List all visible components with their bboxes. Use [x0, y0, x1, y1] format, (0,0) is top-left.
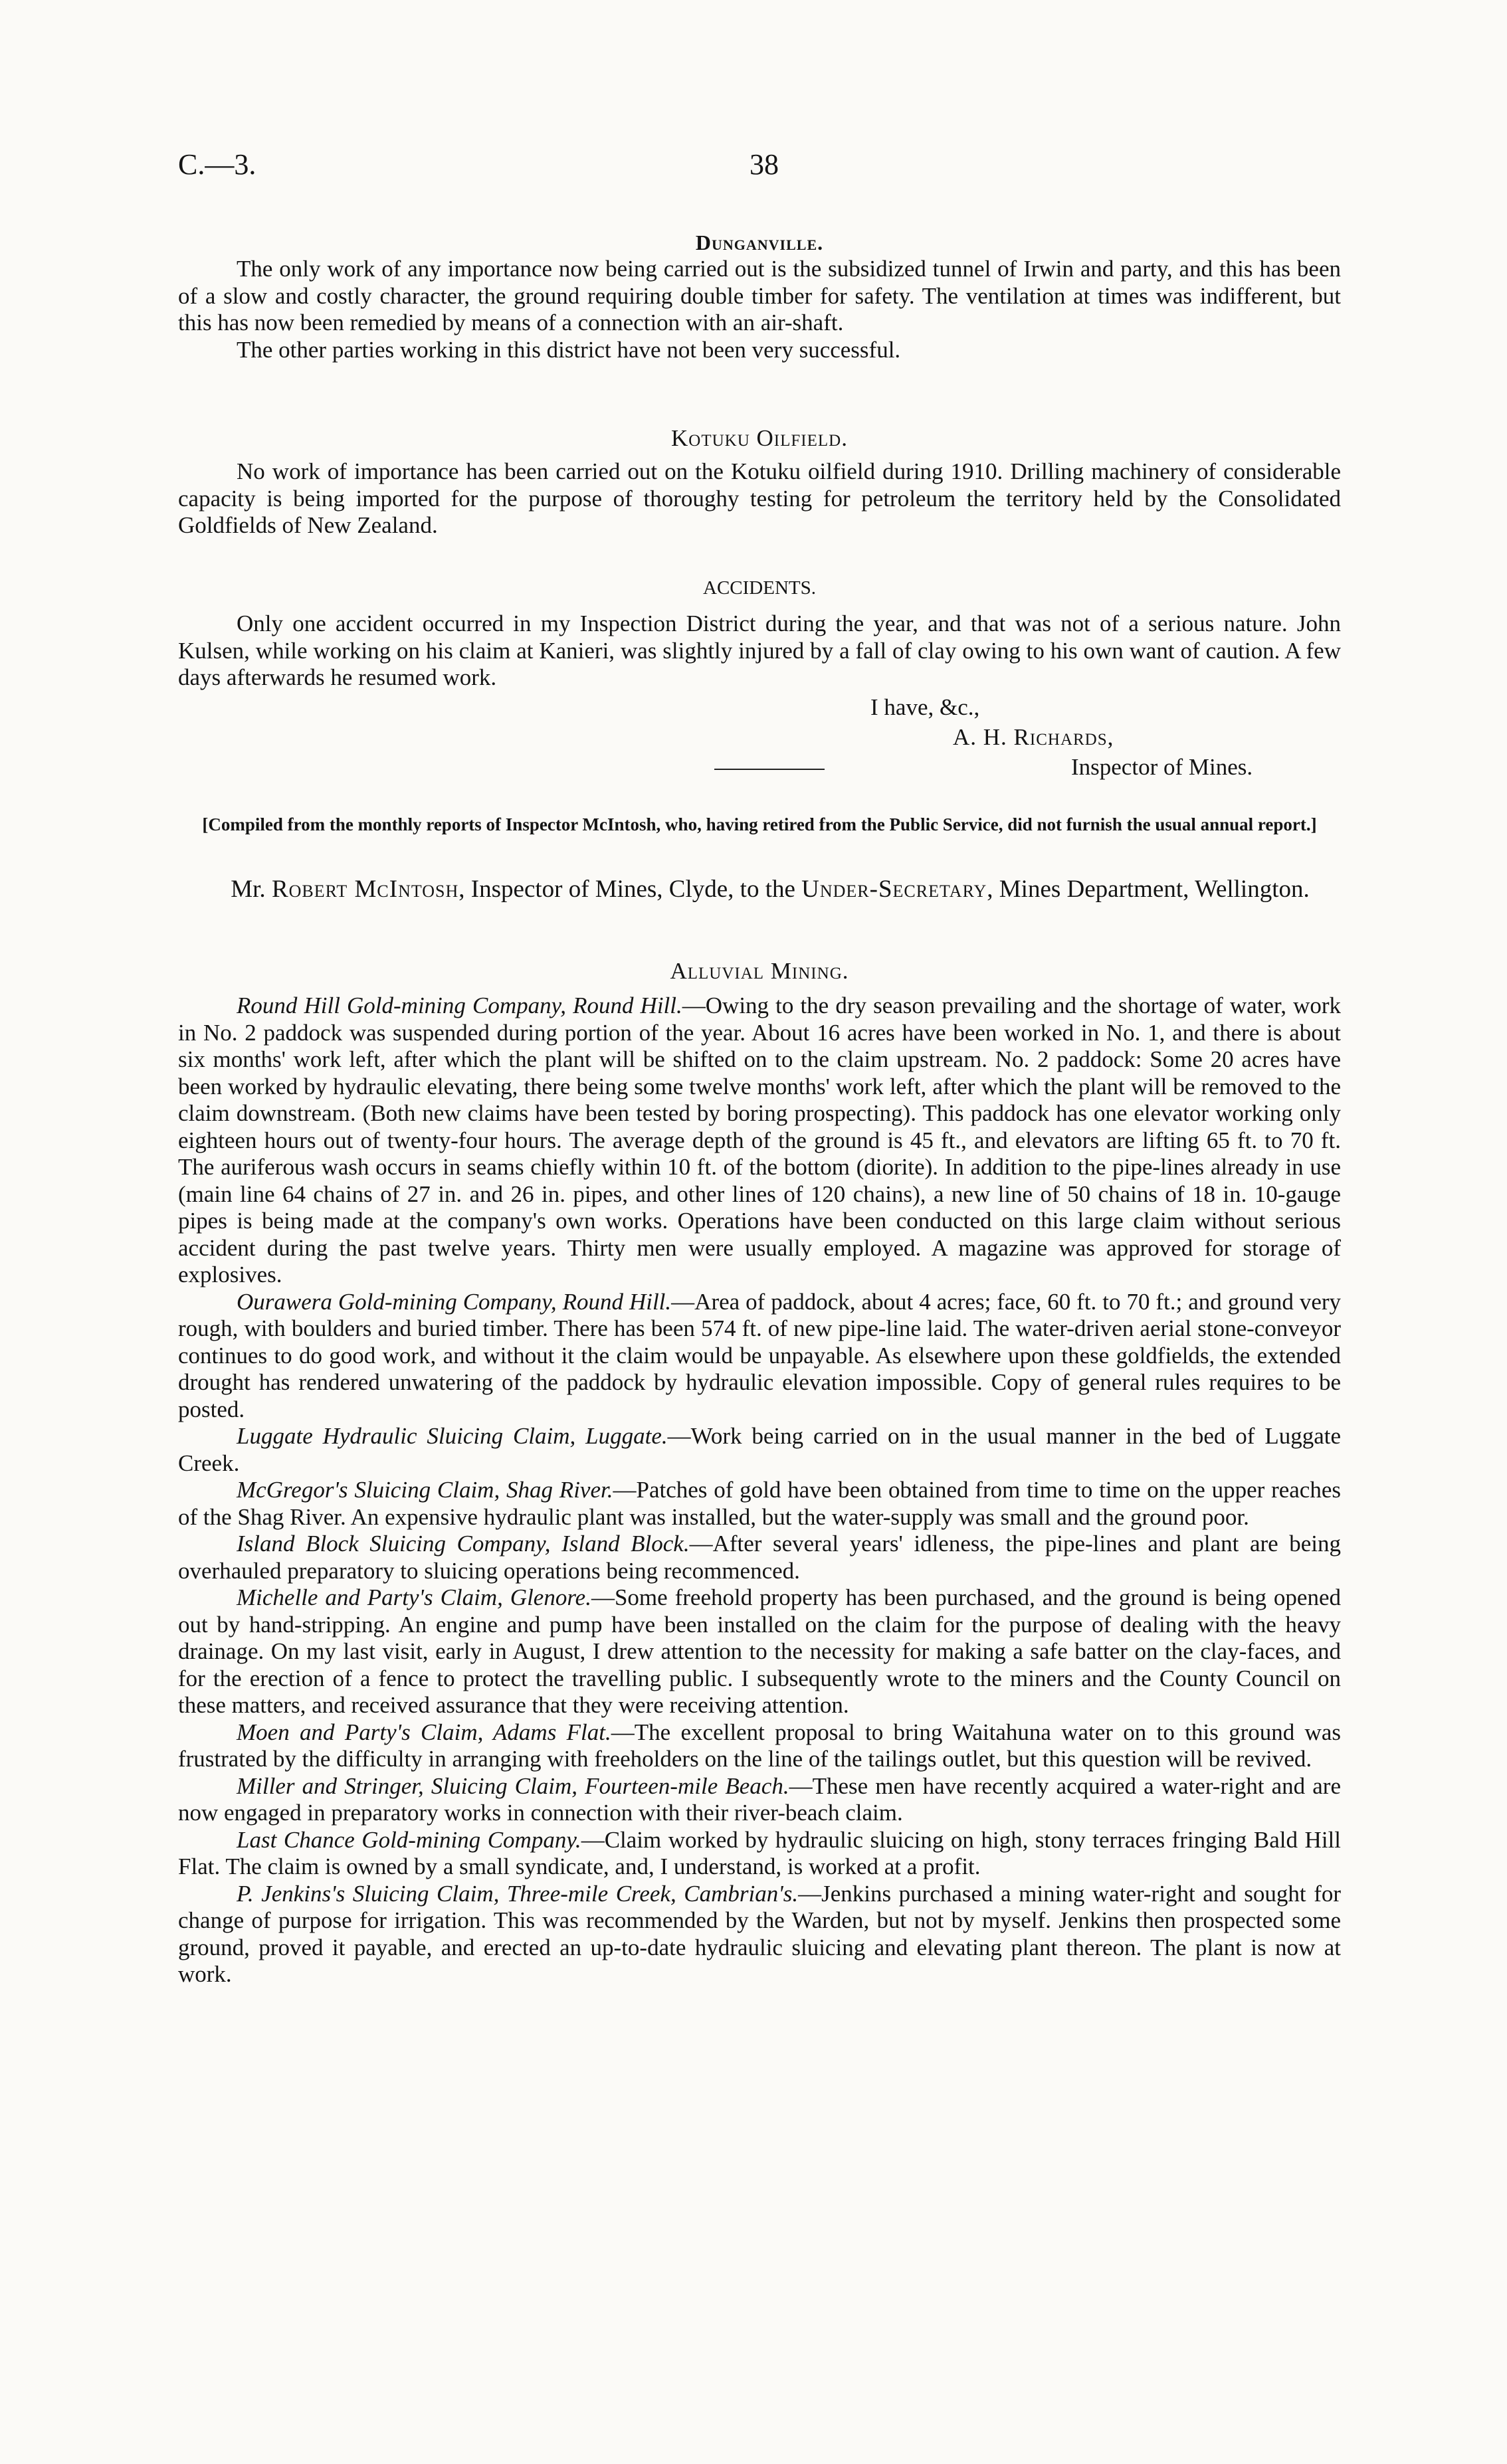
alluvial-entry: [178, 1584, 1341, 1719]
entry-text: —Area of paddock, about 4 acres; face, 60 ft. to 70 ft.; and ground very rough, with boulders and buried timber. There has been 574 ft. of new pipe-line laid. The water-driven aerial stone-conveyor continues to do good work, and without it the claim would be unpayable. As elsewhere upon these goldfields, the extended drought has rendered unwatering of the paddock by hydraulic elevation impossible. Copy of general rules requires to be posted.: [178, 1288, 1342, 1422]
entry-text: —After several years' idleness, the pipe-lines and plant are being overhauled preparatory to sluicing operations being recommenced.: [178, 1531, 1341, 1584]
entry-text: —These men have recently acquired a water-right and are now engaged in preparatory works in connection with their river-beach claim.: [178, 1772, 1341, 1826]
alluvial-entry: [178, 1531, 1341, 1584]
page-number: 38: [750, 148, 779, 181]
alluvial-entry: [178, 1289, 1341, 1424]
dunganville-paragraph-1: The only work of any importance now being carried out is the subsidized tunnel of Irwin and party, and this has been of a slow and costly character, the ground requiring double timber for safety. The ventilation at times was indifferent, but this has now been remedied by means of a connection with an air-shaft.: [178, 256, 1341, 335]
alluvial-entry: [178, 1719, 1341, 1773]
entry-title: Island Block Sluicing Company, Island Block.: [237, 1531, 690, 1557]
compiled-note-block: [178, 814, 1341, 835]
address-name: Robert McIntosh: [271, 876, 459, 903]
alluvial-entry: [178, 1773, 1341, 1827]
section-heading-dunganville: Dunganville.: [695, 231, 824, 254]
kotuku-section: [178, 425, 1341, 539]
address-block: [199, 876, 1341, 903]
address-recipient: Under-Secretary: [801, 876, 987, 903]
alluvial-entry: [178, 993, 1341, 1289]
entry-text: —Work being carried on in the usual manner in the bed of Luggate Creek.: [178, 1423, 1341, 1476]
entry-text: —Owing to the dry season prevailing and the shortage of water, work in No. 2 paddock was suspended during portion of the year. About 16 acres have been worked in No. 1, and there is about six months' work left, after which the plant will be shifted on to the claim upstream. No. 2 paddock: Some 20 acres have been worked by hydraulic elevating, there being some twelve months' work left, after which the plant will be removed to the claim downstream. (Both new claims have been tested by boring prospecting). This paddock has one elevator working only eighteen hours out of twenty-four hours. The average depth of the ground is 45 ft., and elevators are lifting 65 ft. to 70 ft. The auriferous wash occurs in seams chiefly within 10 ft. of the bottom (diorite). In addition to the pipe-lines already in use (main line 64 chains of 27 in. and 26 in. pipes, and other lines of 120 chains), a new line of 50 chains of 18 in. 10-gauge pipes is being made at the company's own works. Operations have been conducted on this large claim without serious accident during the past twelve years. Thirty men were usually employed. A magazine was approved for storage of explosives.: [178, 993, 1341, 1287]
dunganville-paragraph-2: The other parties working in this district have not been very successful.: [237, 336, 901, 363]
address-suffix: , Mines Department, Wellington.: [987, 876, 1310, 903]
report-code: C.—3.: [178, 148, 256, 181]
signoff-greeting: I have, &c.,: [870, 694, 980, 720]
dunganville-section: [178, 229, 1341, 363]
entry-text: —Claim worked by hydraulic sluicing on high, stony terraces fringing Bald Hill Flat. The claim is owned by a small syndicate, and, I understand, is worked at a profit.: [178, 1826, 1341, 1879]
entry-title: Ourawera Gold-mining Company, Round Hill.: [237, 1288, 672, 1315]
entry-text: —The excellent proposal to bring Waitahuna water on to this ground was frustrated by the difficulty in arranging with freeholders on the line of the tailings outlet, but this question will be revived.: [178, 1719, 1341, 1772]
accidents-section: [178, 575, 1341, 692]
signoff-name: A. H. Richards,: [953, 724, 1114, 750]
alluvial-section: [178, 958, 1341, 1988]
section-heading-alluvial: Alluvial Mining.: [670, 958, 849, 984]
kotuku-paragraph-1: No work of importance has been carried out on the Kotuku oilfield during 1910. Drilling machinery of considerable capacity is being imported for the purpose of thoroughy testing for petroleum the territory held by the Consolidated Goldfields of New Zealand.: [178, 458, 1341, 538]
address-middle: , Inspector of Mines, Clyde, to the: [458, 876, 802, 903]
address-prefix: Mr.: [231, 876, 266, 903]
entry-text: —Jenkins purchased a mining water-right and sought for change of purpose for irrigation. This was recommended by the Warden, but not by myself. Jenkins then prospected some ground, proved it payable, and erected an up-to-date hydraulic sluicing and elevating plant thereon. The plant is now at work.: [178, 1880, 1342, 1987]
signoff-rule: [714, 754, 825, 781]
alluvial-entry: [178, 1477, 1341, 1531]
entry-title: Luggate Hydraulic Sluicing Claim, Luggate.: [237, 1423, 668, 1449]
entry-text: —Some freehold property has been purchased, and the ground is being opened out by hand-stripping. An engine and pump have been installed on the claim for the purpose of dealing with the heavy drainage. On my last visit, early in August, I drew attention to the necessity for making a safe batter on the clay-faces, and for the erection of a fence to protect the travelling public. I subsequently wrote to the miners and the County Council on these matters, and received assurance that they were receiving attention.: [178, 1584, 1341, 1718]
entry-title: Round Hill Gold-mining Company, Round Hill.: [237, 993, 682, 1018]
address-line: [199, 876, 1341, 903]
alluvial-entry: [178, 1827, 1341, 1881]
signoff-title: Inspector of Mines.: [1071, 754, 1253, 780]
entry-title: Michelle and Party's Claim, Glenore.: [237, 1584, 591, 1610]
alluvial-entry: [178, 1881, 1341, 1988]
section-heading-kotuku: Kotuku Oilfield.: [671, 425, 848, 451]
entry-title: Last Chance Gold-mining Company.: [237, 1826, 581, 1853]
entry-title: P. Jenkins's Sluicing Claim, Three-mile Creek, Cambrian's.: [237, 1880, 799, 1907]
accidents-paragraph-1: Only one accident occurred in my Inspection District during the year, and that was not of a serious nature. John Kulsen, while working on his claim at Kanieri, was slightly injured by a fall of clay owing to his own want of caution. A few days afterwards he resumed work.: [178, 611, 1341, 690]
section-heading-accidents: ACCIDENTS.: [703, 577, 816, 599]
alluvial-entry: [178, 1423, 1341, 1477]
entry-title: Moen and Party's Claim, Adams Flat.: [237, 1719, 611, 1745]
entry-title: McGregor's Sluicing Claim, Shag River.: [237, 1477, 613, 1503]
entry-title: Miller and Stringer, Sluicing Claim, Fourteen-mile Beach.: [237, 1772, 789, 1799]
entry-text: —Patches of gold have been obtained from time to time on the upper reaches of the Shag River. An expensive hydraulic plant was installed, but the water-supply was small and the ground poor.: [178, 1477, 1341, 1530]
compiled-note: [Compiled from the monthly reports of Inspector McIntosh, who, having retired from the Public Service, did not furnish the usual annual report.]: [202, 814, 1317, 834]
